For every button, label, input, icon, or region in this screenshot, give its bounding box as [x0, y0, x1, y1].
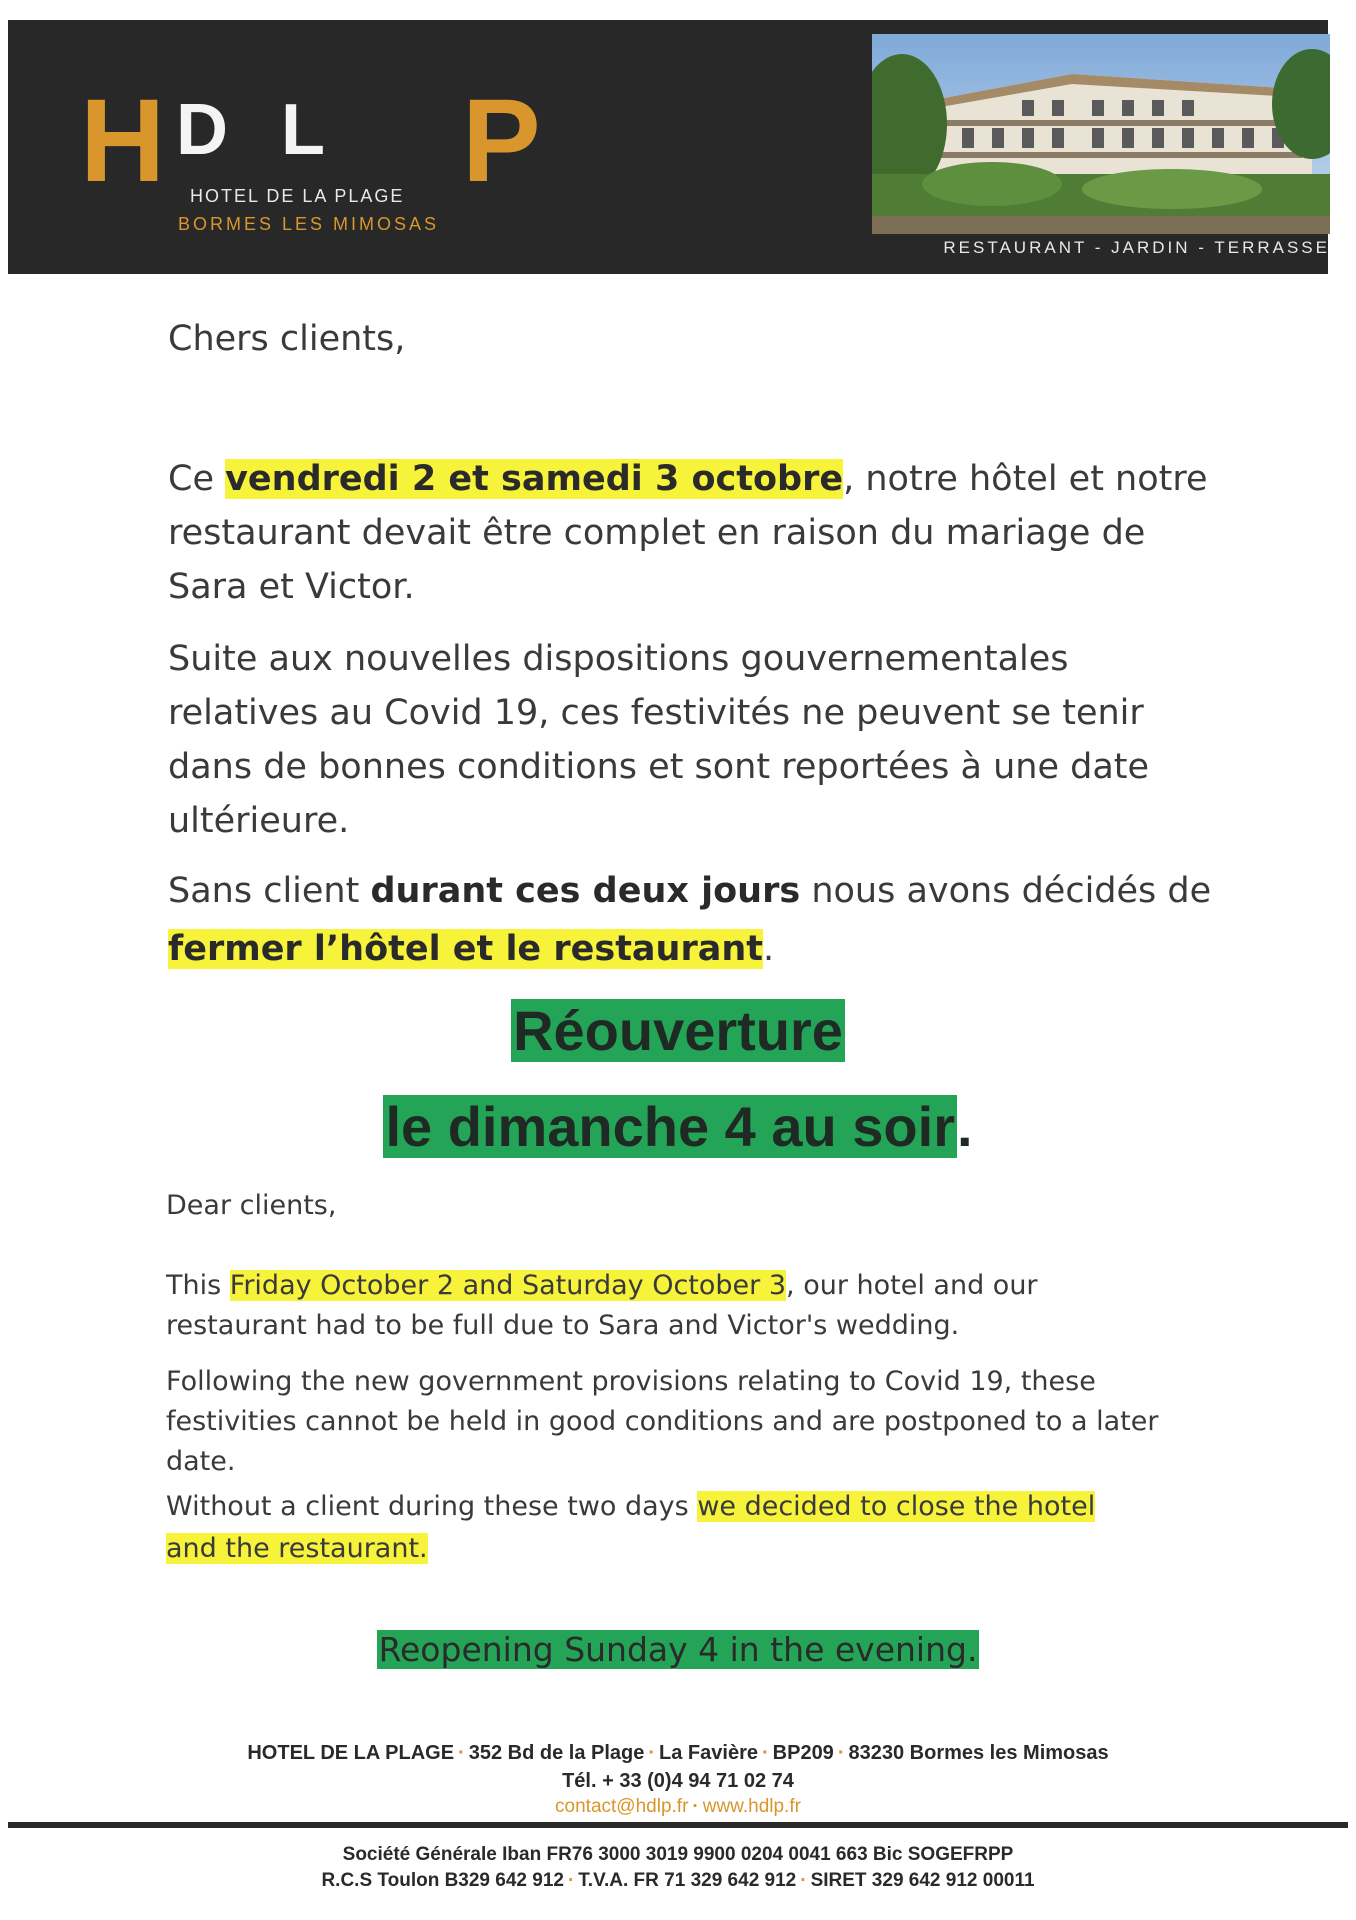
footer-hotel-name: HOTEL DE LA PLAGE — [247, 1742, 455, 1764]
text-span: , notre hôtel et notre restaurant devait être complet en raison du mariage de Sara et Victor. — [168, 459, 1208, 607]
hdlp-logo — [76, 75, 556, 242]
header-tagline: RESTAURANT - JARDIN - TERRASSE — [943, 238, 1330, 257]
logo-letter-d: D — [176, 90, 228, 170]
letterhead-banner — [8, 20, 1328, 274]
english-paragraph-2: Following the new government provisions relating to Covid 19, these festivities cannot be held in good conditions and are postponed to a later date. — [166, 1366, 1159, 1477]
text-span: Without a client during these two days — [166, 1491, 698, 1522]
footer-contact: contact@hdlp.fr · www.hdlp.fr — [555, 1796, 801, 1817]
highlight-dates-fr: vendredi 2 et samedi 3 octobre — [225, 459, 844, 499]
bold-duration: durant ces deux jours — [370, 871, 801, 911]
footer-phone: Tél. + 33 (0)4 94 71 02 74 — [562, 1770, 794, 1792]
hotel-photo — [872, 34, 1330, 234]
reopening-line-1: Réouverture — [513, 999, 843, 1062]
footer-po-box: BP209 — [772, 1742, 834, 1764]
footer-city: 83230 Bormes les Mimosas — [848, 1742, 1109, 1764]
french-paragraph-1 — [168, 452, 1228, 614]
footer-bank: Société Générale Iban FR76 3000 3019 9900 0204 0041 663 Bic SOGEFRPP — [342, 1844, 1014, 1865]
reopening-date-fr — [0, 1094, 1356, 1160]
footer-divider — [8, 1822, 1348, 1828]
logo-letter-p: P — [462, 75, 541, 207]
english-greeting: Dear clients, — [166, 1190, 337, 1221]
footer-street: 352 Bd de la Plage — [468, 1742, 645, 1764]
text-span: This — [166, 1270, 230, 1301]
highlight-closure-fr: fermer l’hôtel et le restaurant — [168, 929, 763, 969]
text-span: Ce — [168, 459, 226, 499]
reopening-en-text: Reopening Sunday 4 in the evening. — [378, 1630, 978, 1669]
highlight-closure-en-1: we decided to close the hotel — [697, 1491, 1096, 1522]
french-greeting: Chers clients, — [168, 319, 406, 359]
logo-letter-l: L — [281, 90, 325, 170]
reopening-en — [0, 1626, 1356, 1674]
french-paragraph-2: Suite aux nouvelles dispositions gouvernementales relatives au Covid 19, ces festivités ne peuvent se tenir dans de bonnes conditions et sont reportées à une date ultérieure. — [168, 639, 1150, 841]
reopening-title-fr — [0, 998, 1356, 1064]
english-paragraph-3 — [166, 1486, 1246, 1570]
text-span: Sans client — [168, 871, 371, 911]
hotel-location: BORMES LES MIMOSAS — [178, 214, 440, 234]
text-span: nous avons décidés de — [800, 871, 1212, 911]
footer-address: HOTEL DE LA PLAGE · 352 Bd de la Plage · La Favière · BP209 · 83230 Bormes les Mimosas — [247, 1742, 1109, 1764]
footer-tva: T.V.A. FR 71 329 642 912 — [578, 1870, 797, 1891]
highlight-dates-en: Friday October 2 and Saturday October 3 — [229, 1270, 787, 1301]
footer-area: La Favière — [659, 1742, 758, 1764]
text-span: . — [956, 1095, 973, 1158]
logo-letter-h: H — [80, 75, 166, 207]
footer-email[interactable]: contact@hdlp.fr — [555, 1796, 689, 1817]
english-paragraph-1 — [166, 1266, 1096, 1346]
french-paragraph-3 — [168, 862, 1228, 978]
footer-website[interactable]: www.hdlp.fr — [702, 1796, 801, 1817]
highlight-closure-en-2: and the restaurant. — [166, 1533, 428, 1564]
reopening-line-2: le dimanche 4 au soir — [385, 1095, 955, 1158]
footer-legal: R.C.S Toulon B329 642 912 · T.V.A. FR 71 329 642 912 · SIRET 329 642 912 00011 — [321, 1870, 1035, 1891]
text-span: , our hotel and our restaurant had to be full due to Sara and Victor's wedding. — [166, 1270, 1038, 1341]
footer-rcs: R.C.S Toulon B329 642 912 — [321, 1870, 564, 1891]
hotel-name: HOTEL DE LA PLAGE — [190, 186, 405, 206]
text-span: . — [762, 929, 775, 969]
footer-siret: SIRET 329 642 912 00011 — [810, 1870, 1035, 1891]
